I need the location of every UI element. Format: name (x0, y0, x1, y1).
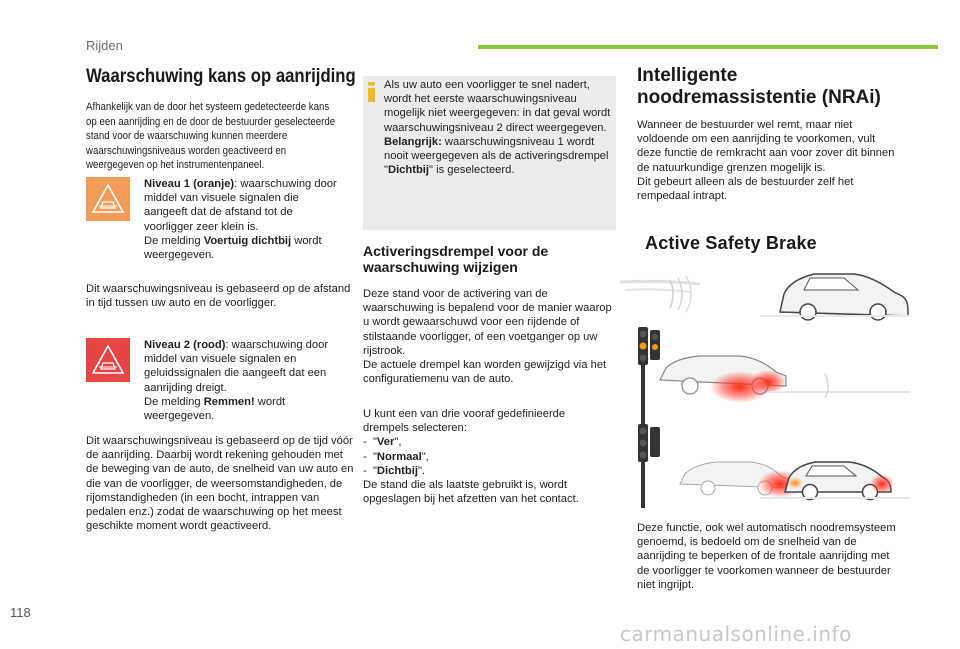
threshold-config-note: De actuele drempel kan worden gewijzigd via het configuratiemenu van de auto. (363, 359, 607, 386)
option-dichtbij: Dichtbij (376, 464, 418, 477)
level1-message: Voertuig dichtbij (203, 234, 292, 247)
level2-msg-prefix: De melding (144, 395, 204, 408)
active-safety-brake-illustration (620, 262, 910, 512)
threshold-options-text: U kunt een van drie vooraf gedefinieerde drempels selecteren: - "Ver", - "Normaal", - "Dichtbij". De stand die als laatste gebruikt is, wordt opgeslagen bij het afzetten van het contact. (363, 408, 579, 506)
collision-warning-intro: Afhankelijk van de door het systeem gedetecteerde kans op een aanrijding en de door de bestuurder geselecteerde stand voor de waarschuwing kunnen meerdere waarschuwingsniveaus worden geactiveerd en weergegeven op het instrumentenpaneel. (86, 101, 336, 171)
info-text-main: Als uw auto een voorligger te snel nadert, wordt het eerste waarschuwingsniveau mogelijk niet weergegeven: in dat geval wordt waarschuwingsniveau 2 direct weergegeven. (384, 79, 611, 134)
nrai-title: Intelligente noodremassistentie (NRAi) (637, 65, 881, 108)
watermark: carmanualsonline.info (620, 622, 852, 646)
level2-warning-icon (86, 338, 130, 387)
info-text (384, 78, 612, 177)
level2-message: Remmen! (203, 395, 255, 408)
active-safety-brake-text: Deze functie, ook wel automatisch noodremsysteem genoemd, is bedoeld om de snelheid van de aanrijding te beperken of de frontale aanrijding met de voorligger te voorkomen wanneer de bestuurder niet ingrijpt. (637, 522, 896, 591)
nrai-text (637, 118, 897, 203)
info-text-end: " is geselecteerd. (429, 164, 515, 177)
threshold-options-intro: U kunt een van drie vooraf gedefinieerde drempels selecteren: (363, 408, 566, 435)
level2-msg-suffix: wordt weergegeven. (144, 395, 286, 423)
level2-text (144, 338, 344, 423)
page-number: 118 (10, 605, 31, 620)
level2-title: Niveau 2 (rood) (144, 339, 226, 351)
info-important-label: Belangrijk: (384, 135, 442, 148)
nrai-condition: Dit gebeurt alleen als de bestuurder zelf het rempedaal intrapt. (637, 175, 854, 203)
level2-basis-text: Dit waarschuwingsniveau is gebaseerd op de tijd vóór de aanrijding. Daarbij wordt rekening gehouden met de beweging van de auto, de snelheid van uw auto en die van de voorligger, de weersomstandigheden, de rijomstandigheden (in een bocht, intrappen van pedalen enz.) zodat de waarschuwing op het meest geschikte moment wordt geactiveerd. (86, 435, 354, 533)
collision-warning-title: Waarschuwing kans op aanrijding (86, 66, 356, 87)
level1-desc: : waarschuwing door middel van visuele signalen die aangeeft dat de afstand tot de voorligger zeer klein is. (144, 178, 337, 233)
threshold-memory-note: De stand die als laatste gebruikt is, wordt opgeslagen bij het afzetten van het contact. (363, 479, 579, 506)
level1-msg-prefix: De melding (144, 234, 204, 247)
nrai-desc: Wanneer de bestuurder wel remt, maar niet voldoende om een aanrijding te voorkomen, vult deze functie de remkracht aan voor zover dit binnen de natuurkundige grenzen mogelijk is. (637, 119, 895, 174)
scene-car-approaching (620, 274, 910, 320)
level2-desc: : waarschuwing door middel van visuele signalen en geluidssignalen die aangeeft dat een aanrijding dreigt. (144, 339, 329, 394)
level1-title: Niveau 1 (oranje) (144, 178, 235, 190)
scene-emergency-brake (638, 424, 910, 508)
level1-basis-text: Dit waarschuwingsniveau is gebaseerd op de afstand in tijd tussen uw auto en de voorligger. (86, 283, 351, 310)
level1-text (144, 177, 344, 262)
info-threshold: Dichtbij (387, 164, 430, 177)
threshold-desc: Deze stand voor de activering van de waarschuwing is bepalend voor de manier waarop u wordt gewaarschuwd voor een rijdende of stilstaande voorligger, of een voetganger op uw rijstrook. (363, 288, 612, 357)
threshold-text (363, 287, 613, 386)
level1-msg-suffix: wordt weergegeven. (144, 234, 322, 262)
option-ver: Ver (376, 436, 395, 449)
active-safety-brake-title: Active Safety Brake (645, 233, 817, 253)
threshold-section-title: Activeringsdrempel voor de waarschuwing wijzigen (363, 243, 549, 275)
scene-braking-warning (638, 327, 910, 445)
option-normaal: Normaal (376, 450, 422, 463)
section-label: Rijden (86, 38, 123, 53)
section-bar (478, 45, 938, 49)
info-text-note: waarschuwingsniveau 1 wordt nooit weergegeven als de activeringsdrempel " (384, 135, 609, 177)
info-icon (368, 82, 375, 102)
level1-warning-icon (86, 177, 130, 226)
